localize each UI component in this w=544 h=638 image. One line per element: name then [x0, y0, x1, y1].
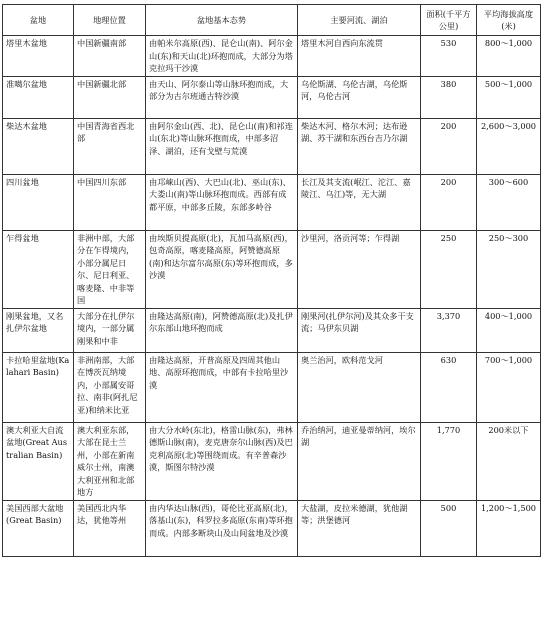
basin-rivers: 沙里河，洛贡河等；乍得湖: [298, 230, 421, 308]
basin-location: 中国青海省西北部: [74, 118, 146, 174]
basin-area: 630: [421, 352, 477, 422]
basin-rivers: 柴达木河、格尔木河；达布逊湖、苏干湖和东西台吉乃尔湖: [298, 118, 421, 174]
basin-situation: 由大分水岭(东北)，格雷山脉(东)，弗林德斯山脉(南)，麦克唐奈尔山脉(西)及巴克利高原(北)等围绕而成。有辛普森沙漠，斯图尔特沙漠: [146, 422, 298, 500]
basin-location: 中国四川东部: [74, 174, 146, 230]
basin-table: [2, 4, 541, 557]
table-row: [3, 352, 541, 422]
basin-rivers: 长江及其支流(岷江、沱江、嘉陵江、乌江)等，无大湖: [298, 174, 421, 230]
basin-altitude: 800～1,000: [477, 36, 541, 77]
basin-situation: 由邛崃山(西)、大巴山(北)、巫山(东)、大娄山(南)等山脉环抱而成。西部有成都平原，中部多丘陵，东部多岭谷: [146, 174, 298, 230]
header-altitude: 平均海拔高度(米): [477, 5, 541, 36]
basin-situation: 由阿尔金山(西、北)、昆仑山(南)和祁连山(东北)等山脉环抱而成，中部多沼泽、湖泊，还有戈壁与荒漠: [146, 118, 298, 174]
basin-altitude: 700～1,000: [477, 352, 541, 422]
basin-situation: 由隆达高原，开普高原及四周其他山地、高原环抱而成，中部有卡拉哈里沙漠: [146, 352, 298, 422]
table-row: [3, 174, 541, 230]
basin-area: 530: [421, 36, 477, 77]
header-location: 地理位置: [74, 5, 146, 36]
basin-rivers: 乌伦斯湖、乌伦古湖，乌伦斯河，乌伦古河: [298, 76, 421, 118]
table-row: [3, 230, 541, 308]
basin-situation: 由隆达高原(南)，阿赞德高原(北)及扎伊尔东部山地环抱而成: [146, 308, 298, 352]
basin-area: 250: [421, 230, 477, 308]
basin-name: 乍得盆地: [3, 230, 74, 308]
table-row: [3, 500, 541, 556]
basin-rivers: 刚果河(扎伊尔河)及其众多干支流；马伊东贝湖: [298, 308, 421, 352]
basin-altitude: 200米以下: [477, 422, 541, 500]
basin-area: 200: [421, 118, 477, 174]
basin-name: 塔里木盆地: [3, 36, 74, 77]
table-row: [3, 308, 541, 352]
table-header-row: [3, 5, 541, 36]
basin-situation: 由埃斯贝提高原(北)，瓦加马高原(西)，包奇高原，喀麦隆高原，阿赞德高原(南)和达尔富尔高原(东)等环抱而成，多沙漠: [146, 230, 298, 308]
basin-rivers: 乔治纳河，迪亚曼蒂纳河，埃尔湖: [298, 422, 421, 500]
table-row: [3, 76, 541, 118]
basin-location: 大部分在扎伊尔境内，一部分属刚果和中非: [74, 308, 146, 352]
basin-altitude: 400～1,000: [477, 308, 541, 352]
basin-situation: 由内华达山脉(西)，哥伦比亚高原(北)，落基山(东)，科罗拉多高原(东南)等环抱而成。内部多断块山及山间盆地及沙漠: [146, 500, 298, 556]
basin-location: 中国新疆北部: [74, 76, 146, 118]
basin-location: 美国西北内华达，犹他等州: [74, 500, 146, 556]
basin-name: 卡拉哈里盆地(Kalahari Basin): [3, 352, 74, 422]
basin-location: 中国新疆南部: [74, 36, 146, 77]
basin-area: 1,770: [421, 422, 477, 500]
basin-name: 刚果盆地，又名扎伊尔盆地: [3, 308, 74, 352]
basin-name: 准噶尔盆地: [3, 76, 74, 118]
table-row: [3, 36, 541, 77]
basin-situation: 由帕米尔高原(西)、昆仑山(南)、阿尔金山(东)和天山(北)环抱而成，大部分为塔克拉玛干沙漠: [146, 36, 298, 77]
basin-area: 200: [421, 174, 477, 230]
table-row: [3, 118, 541, 174]
basin-altitude: 250～300: [477, 230, 541, 308]
basin-location: 非洲中部，大部分在乍得境内，小部分属尼日尔、尼日利亚、喀麦隆、中非等国: [74, 230, 146, 308]
header-basin: 盆地: [3, 5, 74, 36]
header-area: 面积(千平方公里): [421, 5, 477, 36]
basin-location: 澳大利亚东部，大部在昆士兰州，小部在新南威尔士州，南澳大利亚州和北部地方: [74, 422, 146, 500]
basin-altitude: 1,200～1,500: [477, 500, 541, 556]
basin-altitude: 2,600～3,000: [477, 118, 541, 174]
basin-rivers: 大盐湖，皮拉米德湖，犹他湖等；洪堡德河: [298, 500, 421, 556]
basin-name: 美国西部大盆地(Great Basin): [3, 500, 74, 556]
basin-area: 500: [421, 500, 477, 556]
basin-altitude: 500～1,000: [477, 76, 541, 118]
basin-location: 非洲南部，大部在博茨瓦纳境内，小部属安哥拉、南非(阿扎尼亚)和纳米比亚: [74, 352, 146, 422]
table-row: [3, 422, 541, 500]
basin-area: 380: [421, 76, 477, 118]
header-situation: 盆地基本态势: [146, 5, 298, 36]
basin-altitude: 300～600: [477, 174, 541, 230]
basin-name: 四川盆地: [3, 174, 74, 230]
basin-rivers: 塔里木河自西向东流贯: [298, 36, 421, 77]
basin-rivers: 奥兰治河，欧科范戈河: [298, 352, 421, 422]
basin-situation: 由天山、阿尔泰山等山脉环抱而成，大部分为古尔班通古特沙漠: [146, 76, 298, 118]
basin-name: 柴达木盆地: [3, 118, 74, 174]
basin-area: 3,370: [421, 308, 477, 352]
header-rivers: 主要河流、湖泊: [298, 5, 421, 36]
basin-name: 澳大利亚大自流盆地(Great Australian Basin): [3, 422, 74, 500]
